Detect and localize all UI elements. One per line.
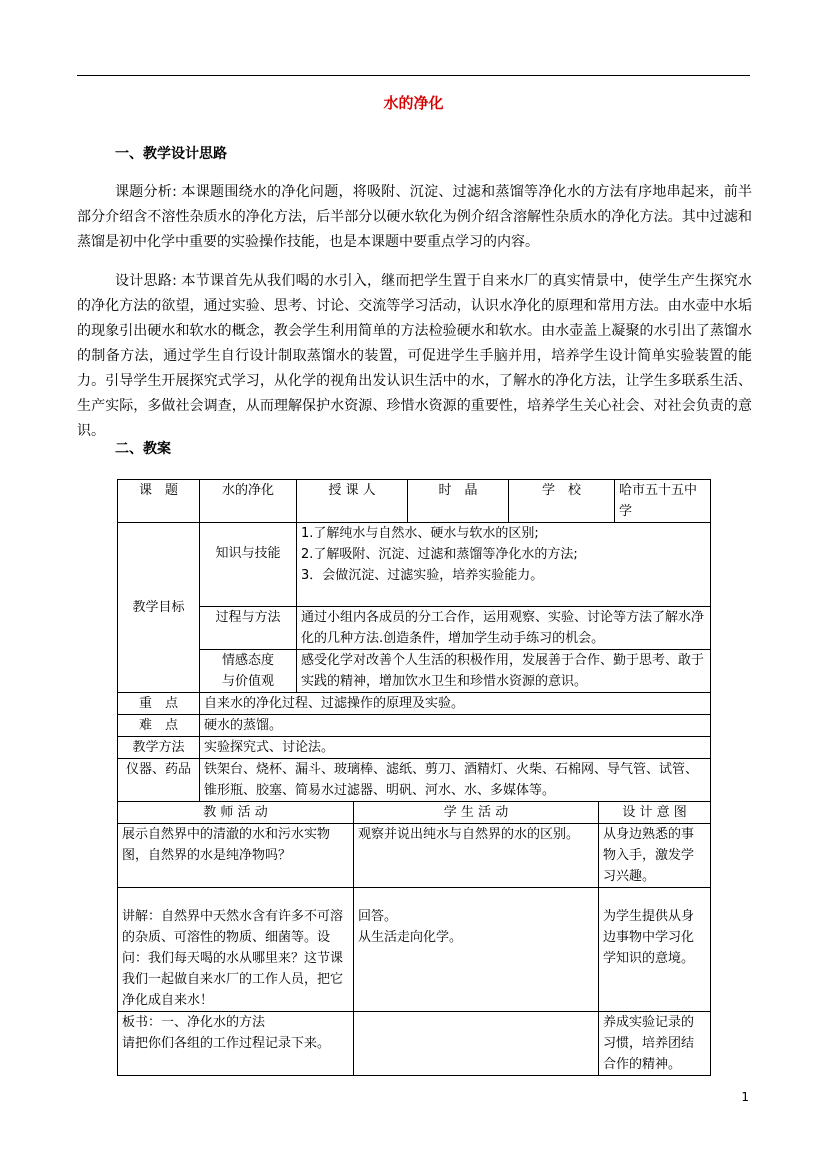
table-row [118,802,711,824]
table-row [118,737,711,759]
student-activity: 观察并说出纯水与自然界的水的区别。 [354,824,599,888]
table-row [118,480,711,523]
knowledge-label: 知识与技能 [200,523,297,607]
table-row [118,824,711,888]
col-teacher-activity: 教 师 活 动 [118,802,354,824]
student-activity: 回答。 从生活走向化学。 [354,888,599,1012]
table-row [118,523,711,607]
emotion-label [200,650,297,693]
table-row [118,693,711,715]
table-row [118,715,711,737]
difficulty-label: 难 点 [118,715,200,737]
emotion-label-line: 情感态度 [221,653,274,668]
table-row [118,607,711,650]
teacher-label: 授 课 人 [297,480,408,523]
focus-text: 自来水的净化过程、过滤操作的原理及实验。 [200,693,711,715]
school-label: 学 校 [509,480,615,523]
equipment-label: 仪器、药品 [118,759,200,802]
school-value: 哈市五十五中学 [615,480,711,523]
difficulty-text: 硬水的蒸馏。 [200,715,711,737]
method-label: 教学方法 [118,737,200,759]
design-intent: 从身边熟悉的事物入手，激发学习兴趣。 [599,824,711,888]
paragraph-analysis: 课题分析: 本课题围绕水的净化问题，将吸附、沉淀、过滤和蒸馏等净化水的方法有序地串起来，前半部分介绍含不溶性杂质水的净化方法，后半部分以硬水软化为例介绍含溶解性杂质水的净化方法。其中过滤和蒸馏是初中化学中重要的实验操作技能，也是本课题中要重点学习的内容。 [77,184,752,250]
table-row [118,759,711,802]
topic-value: 水的净化 [200,480,297,523]
student-activity [354,1012,599,1076]
teacher-activity: 讲解：自然界中天然水含有许多不可溶的杂质、可溶性的物质、细菌等。设问：我们每天喝的水从哪里来？这节课我们一起做自来水厂的工作人员，把它净化成自来水！ [118,888,354,1012]
knowledge-item: 3．会做沉淀、过滤实验，培养实验能力。 [301,568,544,583]
time-label: 时 晶 [408,480,509,523]
design-intent: 为学生提供从身边事物中学习化学知识的意境。 [599,888,711,1012]
knowledge-text [297,523,711,607]
knowledge-item: 1.了解纯水与自然水、硬水与软水的区别; [301,526,539,541]
method-text: 实验探究式、讨论法。 [200,737,711,759]
knowledge-item: 2.了解吸附、沉淀、过滤和蒸馏等净化水的方法; [301,547,578,562]
emotion-text: 感受化学对改善个人生活的积极作用，发展善于合作、勤于思考、敢于实践的精神，增加饮水卫生和珍惜水资源的意识。 [297,650,711,693]
emotion-label-line: 与价值观 [221,674,274,689]
teacher-activity: 板书：一、净化水的方法 请把你们各组的工作过程记录下来。 [118,1012,354,1076]
paragraph-design: 设计思路: 本节课首先从我们喝的水引入，继而把学生置于自来水厂的真实情景中，使学生产生探究水的净化方法的欲望，通过实验、思考、讨论、交流等学习活动，认识水净化的原理和常用方法。由水壶中水垢的现象引出硬水和软水的概念，教会学生利用简单的方法检验硬水和软水。由水壶盖上凝聚的水引出了蒸馏水的制备方法，通过学生自行设计制取蒸馏水的装置，可促进学生手脑并用，培养学生设计简单实验装置的能力。引导学生开展探究式学习，从化学的视角出发认识生活中的水，了解水的净化方法，让学生多联系生活、生产实际，多做社会调查，从而理解保护水资源、珍惜水资源的重要性，培养学生关心社会、对社会负责的意识。 [77,273,752,439]
goals-label: 教学目标 [118,523,200,693]
header-rule [77,75,750,76]
page-number: 1 [741,1090,749,1104]
doc-title: 水的净化 [383,94,444,112]
lesson-plan-table [117,479,711,1076]
section-heading-plan: 二、教案 [115,441,171,457]
col-design-intent: 设 计 意 图 [599,802,711,824]
table-row [118,1012,711,1076]
design-intent: 养成实验记录的习惯，培养团结合作的精神。 [599,1012,711,1076]
process-text: 通过小组内各成员的分工合作，运用观察、实验、讨论等方法了解水净化的几种方法.创造条件，增加学生动手练习的机会。 [297,607,711,650]
teacher-activity: 展示自然界中的清澈的水和污水实物图，自然界的水是纯净物吗？ [118,824,354,888]
equipment-text: 铁架台、烧杯、漏斗、玻璃棒、滤纸、剪刀、酒精灯、火柴、石棉网、导气管、试管、锥形瓶、胶塞、简易水过滤器、明矾、河水、水、多媒体等。 [200,759,711,802]
focus-label: 重 点 [118,693,200,715]
table-row [118,650,711,693]
process-label: 过程与方法 [200,607,297,650]
topic-label: 课 题 [118,480,200,523]
col-student-activity: 学 生 活 动 [354,802,599,824]
section-heading-design: 一、教学设计思路 [115,146,227,162]
table-row [118,888,711,1012]
